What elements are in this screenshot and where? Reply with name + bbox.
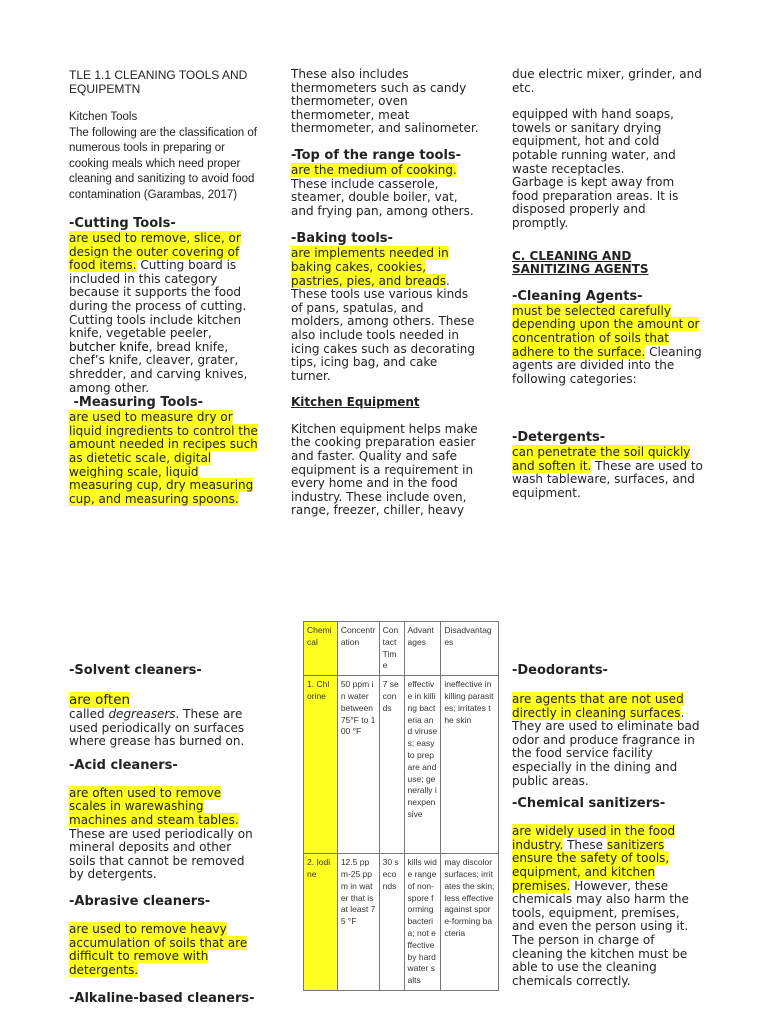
solvent-highlight: are often [69, 692, 131, 708]
thermometers-text: These also includes thermometers such as candy thermometer, oven thermometer, meat thermometer, and salinometer. [291, 67, 479, 136]
sanitizers-highlight-1: are widely used in the food industry. [512, 824, 676, 852]
kitchen-equipment-heading: Kitchen Equipment [291, 395, 420, 410]
kitchen-equipment-text: Kitchen equipment helps make the cooking preparation easier and faster. Quality and safe equipment is a requirement in every home and in the food industry. These include oven, range, freezer, chiller, heavy [291, 421, 478, 518]
table-cell-chemical: 1. Chlorine [304, 676, 338, 854]
table-cell: effective in killing bacteria and viruses; easy to prepare and use; generally inexpensive [404, 676, 441, 854]
solvent-called: called [69, 707, 109, 721]
deodorants-heading: -Deodorants- [512, 663, 608, 678]
cleaning-agents-text [512, 305, 704, 387]
solvent-cleaners-heading: -Solvent cleaners- [69, 663, 202, 678]
column-3 [512, 68, 704, 501]
document-title: TLE 1.1 CLEANING TOOLS AND EQUIPEMTN [69, 68, 248, 96]
table-cell: may discolor surfaces; irritates the skin; less effective against spore-forming bacteria [441, 854, 499, 991]
cleaning-agents-heading: -Cleaning Agents- [512, 288, 643, 304]
alkaline-cleaners-heading: -Alkaline-based cleaners- [69, 991, 255, 1007]
facilities-text: equipped with hand soaps, towels or sanitary drying equipment, hot and cold potable running water, and waste receptacles. [512, 107, 676, 176]
column-2 [291, 68, 479, 518]
sanitizers-highlight-2: sanitizers ensure the safety of tools, equipment, and kitchen premises. [512, 837, 670, 893]
range-tools-heading: -Top of the range tools- [291, 147, 462, 163]
table-cell: 30 seconds [379, 854, 404, 991]
table-cell: 7 seconds [379, 676, 404, 854]
acid-cleaners-text [69, 787, 261, 882]
lower-left-column [69, 663, 261, 1007]
cleaning-agents-section-heading: C. CLEANING AND SANITIZING AGENTS [512, 248, 649, 277]
range-tools-text [291, 164, 479, 218]
table-header-cell: Concentration [337, 622, 379, 676]
table-cell: ineffective in killing parasites; irritates the skin [441, 676, 499, 854]
butcher-knife-text: butcher knife [69, 339, 149, 354]
kitchen-tools-subhead: Kitchen Tools [69, 111, 138, 123]
baking-tools-body: . These tools use various kinds of pans, spatulas, and molders, among others. These also include tools needed in icing cakes such as decorating tips, icing bag, and cake turner. [291, 273, 476, 383]
table-cell-chemical: 2. Iodine [304, 854, 338, 991]
acid-body: These are used periodically on mineral deposits and other soils that cannot be removed by detergents. [69, 826, 253, 882]
acid-highlight: are often used to remove scales in warewashing machines and steam tables. [69, 785, 239, 827]
detergents-body: These are used to wash tableware, surfaces, and equipment. [512, 458, 703, 501]
measuring-tools-text [69, 411, 261, 506]
detergents-text [512, 446, 704, 500]
cutting-tools-text [69, 232, 261, 395]
table-row [304, 676, 499, 854]
baking-tools-text [291, 247, 479, 383]
abrasive-cleaners-text [69, 923, 261, 977]
table-header-row [304, 622, 499, 676]
cutting-tools-heading: -Cutting Tools- [69, 216, 176, 231]
solvent-body: . These are used periodically on surfaces where grease has burned on. [69, 707, 245, 749]
cutting-tools-body: Cutting board is included in this category because it supports the food during the process of cutting. Cutting tools include kitchen knife, vegetable peeler, [69, 258, 247, 341]
sanitizer-table-wrap [303, 621, 499, 991]
table-cell: kills wide range of non-spore forming bacteria; not effective by hard water salts [404, 854, 441, 991]
garbage-text: Garbage is kept away from food preparation areas. It is disposed properly and promptly. [512, 175, 679, 230]
baking-tools-highlight: are implements needed in baking cakes, cookies, pastries, pies, and breads [291, 246, 449, 288]
abrasive-cleaners-heading: -Abrasive cleaners- [69, 893, 211, 909]
intro-paragraph: The following are the classification of numerous tools in preparing or cooking meals which need proper cleaning and sanitizing to avoid food contamination (Garambas, 2017) [69, 126, 257, 201]
degreasers-term: degreasers [108, 707, 176, 721]
measuring-tools-heading: -Measuring Tools- [69, 395, 203, 411]
solvent-cleaners-text [69, 708, 261, 749]
range-tools-body: These include casserole, steamer, double boiler, vat, and frying pan, among others. [291, 176, 474, 218]
table-header-cell: Advantages [404, 622, 441, 676]
sanitizers-mid: These [563, 837, 607, 852]
cutting-tools-body-2: , bread knife, chef’s knife, cleaver, grater, shredder, and carving knives, among other. [69, 339, 248, 395]
table-header-cell: Disadvantages [441, 622, 499, 676]
range-tools-highlight: are the medium of cooking. [291, 162, 457, 177]
equipment-continued-text: due electric mixer, grinder, and etc. [512, 67, 702, 95]
measuring-tools-highlight: are used to measure dry or liquid ingredients to control the amount needed in recipes such as dietetic scale, digital weighing scale, liquid measuring cup, dry measuring cup, and measuring spoons. [69, 410, 258, 506]
chemical-sanitizers-text [512, 825, 704, 988]
sanitizer-table [303, 621, 499, 991]
cutting-tools-highlight: are used to remove, slice, or design the outer covering of food items. [69, 231, 241, 273]
table-row [304, 854, 499, 991]
table-cell: 12.5 ppm-25 ppm in water that is at least 75 °F [337, 854, 379, 991]
sanitizers-body: However, these chemicals may also harm the tools, equipment, premises, and even the person using it. The person in charge of cleaning the kitchen must be able to use the cleaning chemicals correctly. [512, 878, 689, 988]
cleaning-agents-body: Cleaning agents are divided into the following categories: [512, 344, 702, 386]
abrasive-highlight: are used to remove heavy accumulation of soils that are difficult to remove with detergents. [69, 921, 248, 977]
table-header-cell: Chemical [304, 622, 338, 676]
detergents-highlight: can penetrate the soil quickly and soften it. [512, 445, 691, 473]
table-header-cell: Contact Time [379, 622, 404, 676]
deodorants-text [512, 693, 704, 788]
deodorants-highlight: are agents that are not used directly in cleaning surfaces [512, 692, 684, 720]
cleaning-agents-highlight: must be selected carefully depending upon the amount or concentration of soils that adhere to the surface. [512, 303, 700, 359]
lower-right-column [512, 663, 704, 988]
deodorants-body: . They are used to eliminate bad odor and produce fragrance in the food service facility especially in the dining and public areas. [512, 705, 700, 788]
baking-tools-heading: -Baking tools- [291, 231, 393, 247]
acid-cleaners-heading: -Acid cleaners- [69, 757, 178, 773]
chemical-sanitizers-heading: -Chemical sanitizers- [512, 796, 666, 812]
column-1 [69, 68, 261, 506]
table-cell: 50 ppm in water between 75°F to 100 °F [337, 676, 379, 854]
detergents-heading: -Detergents- [512, 430, 606, 446]
solvent-highlight-line [69, 693, 261, 708]
